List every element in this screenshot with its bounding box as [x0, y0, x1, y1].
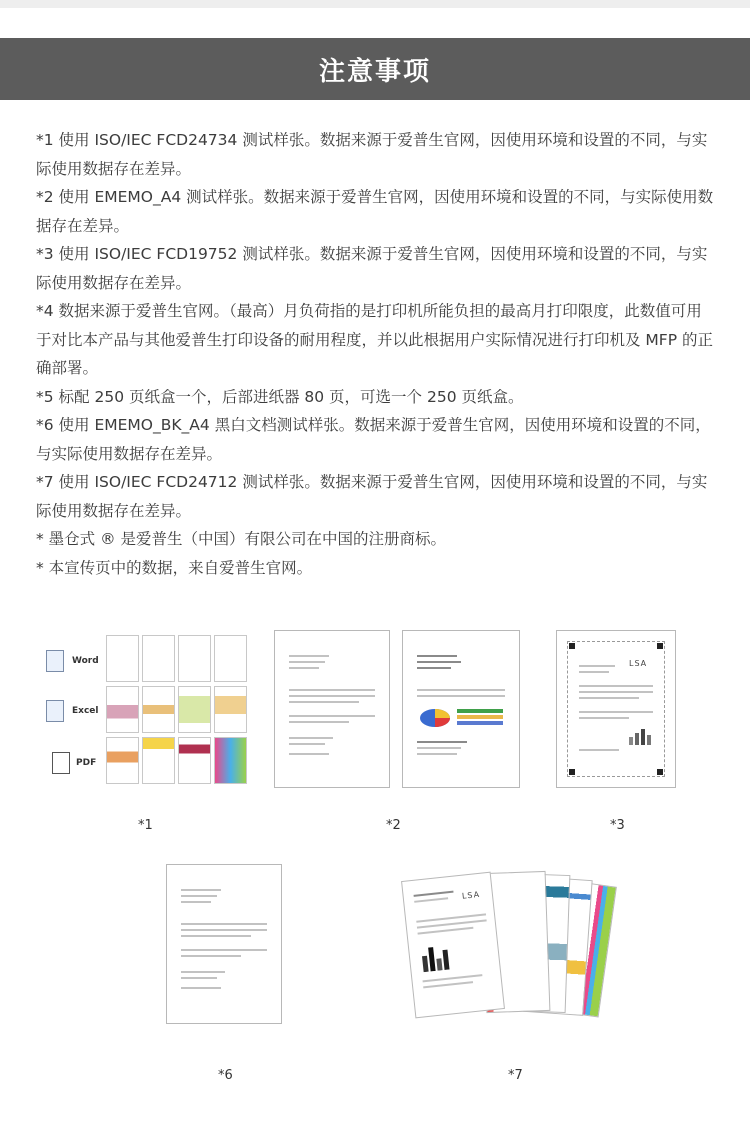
- note-item: *4 数据来源于爱普生官网。（最高）月负荷指的是打印机所能负担的最高月打印限度，此数值可用于对比本产品与其他爱普生打印设备的耐用程度，并以此根据用户实际情况进行打印机及 MFP 的正确部署。: [36, 302, 713, 377]
- thumb-excel-2: [142, 686, 175, 733]
- figure-7-caption: *7: [508, 1068, 523, 1083]
- note-item: *1 使用 ISO/IEC FCD24734 测试样张。数据来源于爱普生官网，因使用环境和设置的不同，与实际使用数据存在差异。: [36, 131, 708, 178]
- figure-6-page: [166, 864, 282, 1024]
- thumb-word-1: [106, 635, 139, 682]
- thumb-word-3: [178, 635, 211, 682]
- lsa-logo: LSA: [629, 659, 648, 668]
- thumb-word-4: [214, 635, 247, 682]
- figure-1-caption: *1: [138, 818, 153, 833]
- figure-2-page-b: [402, 630, 520, 788]
- note-item: * 本宣传页中的数据，来自爱普生官网。: [36, 558, 313, 577]
- bar-graphic: [419, 938, 462, 972]
- section-title: 注意事项: [318, 56, 431, 87]
- bar-graphic: [627, 725, 657, 745]
- thumb-excel-3: [178, 686, 211, 733]
- figure-1-test-set: [42, 630, 252, 790]
- word-icon: [46, 650, 64, 672]
- note-item: *2 使用 EMEMO_A4 测试样张。数据来源于爱普生官网，因使用环境和设置的不同，与实际使用数据存在差异。: [36, 188, 714, 235]
- figure-2-caption: *2: [386, 818, 401, 833]
- lsa-logo: LSA: [461, 889, 481, 901]
- section-header: [0, 38, 750, 100]
- pie-chart-graphic: [417, 703, 507, 733]
- figure-3-caption: *3: [610, 818, 625, 833]
- thumb-word-2: [142, 635, 175, 682]
- thumb-pdf-2: [142, 737, 175, 784]
- thumb-pdf-3: [178, 737, 211, 784]
- stack-page-1: [401, 872, 505, 1019]
- notes-list: [36, 126, 716, 582]
- note-item: * 墨仓式 ® 是爱普生（中国）有限公司在中国的注册商标。: [36, 530, 447, 548]
- thumb-excel-1: [106, 686, 139, 733]
- thumb-excel-4: [214, 686, 247, 733]
- figure-7-document-stack: [400, 866, 624, 1026]
- note-item: *5 标配 250 页纸盒一个，后部进纸器 80 页，可选一个 250 页纸盒。: [36, 387, 524, 406]
- pdf-icon: [52, 752, 70, 774]
- figure-2-page-a: [274, 630, 390, 788]
- excel-label: Excel: [72, 706, 99, 716]
- note-item: *7 使用 ISO/IEC FCD24712 测试样张。数据来源于爱普生官网，因使用环境和设置的不同，与实际使用数据存在差异。: [36, 473, 708, 520]
- figure-6-caption: *6: [218, 1068, 233, 1083]
- thumb-pdf-1: [106, 737, 139, 784]
- pdf-label: PDF: [76, 758, 97, 768]
- figure-3-page: [556, 630, 676, 788]
- word-label: Word: [72, 656, 99, 666]
- note-item: *6 使用 EMEMO_BK_A4 黑白文档测试样张。数据来源于爱普生官网，因使用环境和设置的不同，与实际使用数据存在差异。: [36, 416, 711, 463]
- note-item: *3 使用 ISO/IEC FCD19752 测试样张。数据来源于爱普生官网，因使用环境和设置的不同，与实际使用数据存在差异。: [36, 245, 708, 292]
- thumb-pdf-4: [214, 737, 247, 784]
- excel-icon: [46, 700, 64, 722]
- top-divider: [0, 0, 750, 8]
